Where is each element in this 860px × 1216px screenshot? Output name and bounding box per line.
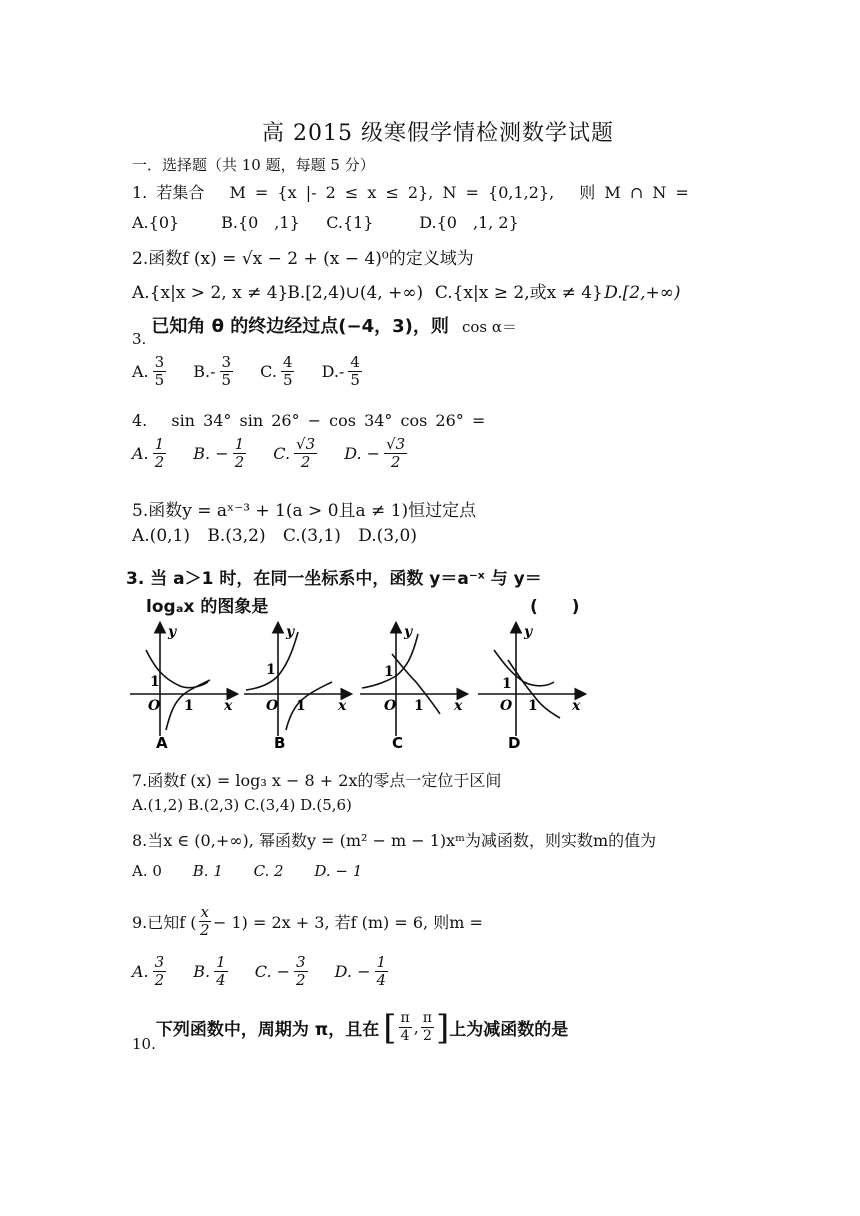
q2-stem: 2.函数f (x) = √x − 2 + (x − 4)⁰的定义域为 [132,249,474,269]
graph-a-origin: O [148,698,161,714]
graph-d-y-label: y [524,624,533,640]
q10-interval-num1: π [400,1010,410,1026]
q3-option-c: C. $\frac{4}{5}$ [260,353,293,389]
q4-options [132,436,429,471]
q1-options [132,210,519,233]
graph-b-y-label: y [286,624,295,640]
q3-stem: 已知角 θ 的终边经过点(−4，3)，则 [151,316,449,337]
q9-stem [132,904,483,939]
q8-stem: 8.当x ∈ (0,+∞), 幂函数y = (m² − m − 1)xᵐ为减函数，则实数m的值为 [132,831,657,850]
q4-option-c: C. $\frac{√3}{2}$ [273,435,316,471]
q3-option-a: A. $\frac{3}{5}$ [132,353,165,389]
q1-option-c: C.{1} [326,213,374,232]
graph-b-x-label: x [338,698,347,714]
q6-graphs [120,618,600,758]
q10-interval-den2: 2 [422,1028,432,1044]
q8-option-d: D. − 1 [314,862,363,880]
graph-b-label: B [274,734,286,752]
page-title: 高 2015 级寒假学情检测数学试题 [262,121,614,146]
q4-stem: 4. sin 34° sin 26° − cos 34° cos 26° = [132,411,486,430]
q10-number: 10. [132,1034,156,1053]
q6-stem-line2: logₐx 的图象是 [146,597,269,617]
q4-option-a: A. $\frac{1}{2}$ [132,435,165,471]
q2-options [132,278,681,303]
q9-stem-prefix: 9.已知f ( [132,913,197,932]
graph-d-one-x: 1 [528,698,538,714]
q10-bracket-open: [ [383,1007,397,1048]
q1-option-b: B.{0 ,1} [221,213,300,232]
graph-d [478,624,584,752]
q5-options [132,526,417,546]
graph-d-one-y: 1 [502,676,512,692]
q3-options [132,354,384,389]
q2-option-c: C.{x|x ≥ 2,或x ≠ 4} [434,283,603,303]
q2-option-d: D.[2,+∞) [604,283,681,303]
q5-option-a: A.(0,1) [132,526,190,546]
graph-a [130,624,236,752]
graph-c-one-y: 1 [384,664,394,680]
q9-frac-den: 2 [199,921,210,939]
q9-option-d: D. − $\frac{1}{4}$ [334,953,387,989]
graph-d-label: D [508,734,521,752]
q6-stem-line1: 3. 当 a＞1 时，在同一坐标系中，函数 y＝a⁻ˣ 与 y＝ [126,569,542,589]
graph-d-x-label: x [572,698,581,714]
graph-a-label: A [156,734,168,752]
q2-option-a: A.{x|x > 2, x ≠ 4} [132,283,289,303]
q10-interval-den1: 4 [400,1028,410,1044]
q5-option-d: D.(3,0) [358,526,417,546]
q10-interval-num2: π [422,1010,432,1026]
q10-bracket-close: ] [436,1007,450,1048]
q4-option-b: B. − $\frac{1}{2}$ [193,435,245,471]
q1-option-a: A.{0} [132,213,180,232]
graph-c-x-label: x [454,698,463,714]
graph-d-origin: O [500,698,513,714]
q3-number: 3. [132,330,147,348]
graph-b-exp-curve [246,632,298,690]
graph-b-origin: O [266,698,279,714]
q3-option-d: D.- $\frac{4}{5}$ [321,353,360,389]
q8-options [132,862,362,880]
q9-option-b: B. $\frac{1}{4}$ [193,953,226,989]
q9-option-c: C. − $\frac{3}{2}$ [254,953,306,989]
q5-option-b: B.(3,2) [207,526,266,546]
q3-option-b: B.- $\frac{3}{5}$ [193,353,232,389]
q7-options: A.(1,2) B.(2,3) C.(3,4) D.(5,6) [132,796,352,814]
q9-stem-suffix: − 1) = 2x + 3, 若f (m) = 6, 则m = [213,913,483,932]
q8-option-a: A. 0 [132,862,162,880]
q8-option-b: B. 1 [192,862,223,880]
q9-frac-num: x [200,903,209,921]
q5-option-c: C.(3,1) [282,526,341,546]
graph-c [360,624,466,752]
graph-b [244,624,350,752]
q1-option-d: D.{0 ,1, 2} [419,213,519,232]
q10-stem-row: 10. 下列函数中，周期为 π，且在 [ $\frac{\pi}{4}$ , $\frac{\pi}{2}$ ] 上为减函数的是 [132,1007,569,1053]
q5-stem: 5.函数y = aˣ⁻³ + 1(a > 0且a ≠ 1)恒过定点 [132,501,477,521]
q4-option-d: D. − $\frac{√3}{2}$ [344,435,406,471]
q8-option-c: C. 2 [253,862,284,880]
graph-a-one-y: 1 [150,674,160,690]
q3-tail: cos α＝ [461,318,518,336]
q9-option-a: A. $\frac{3}{2}$ [132,953,165,989]
graph-a-x-label: x [224,698,233,714]
q9-options [132,954,410,989]
q10-stem-a: 下列函数中，周期为 π，且在 [155,1020,380,1040]
section-heading: 一．选择题（共 10 题，每题 5 分） [132,156,375,174]
graph-c-label: C [392,734,404,752]
graph-b-one-y: 1 [266,662,276,678]
q6-answer-blank: ( ) [530,597,580,617]
graph-a-one-x: 1 [184,698,194,714]
q1-stem: 1. 若集合 M = {x |- 2 ≤ x ≤ 2}, N = {0,1,2}, 则 M ∩ N = [132,183,689,202]
q7-stem: 7.函数f (x) = log₃ x − 8 + 2x的零点一定位于区间 [132,771,502,790]
q10-stem-b: 上为减函数的是 [449,1020,569,1040]
graph-c-one-x: 1 [414,698,424,714]
q2-option-b: B.[2,4)∪(4, +∞) [287,283,424,303]
graph-c-origin: O [384,698,397,714]
q3-stem-row [132,312,518,348]
graph-c-y-label: y [404,624,413,640]
graph-b-log-curve [286,682,332,730]
graph-a-y-label: y [168,624,177,640]
graph-b-one-x: 1 [296,698,306,714]
